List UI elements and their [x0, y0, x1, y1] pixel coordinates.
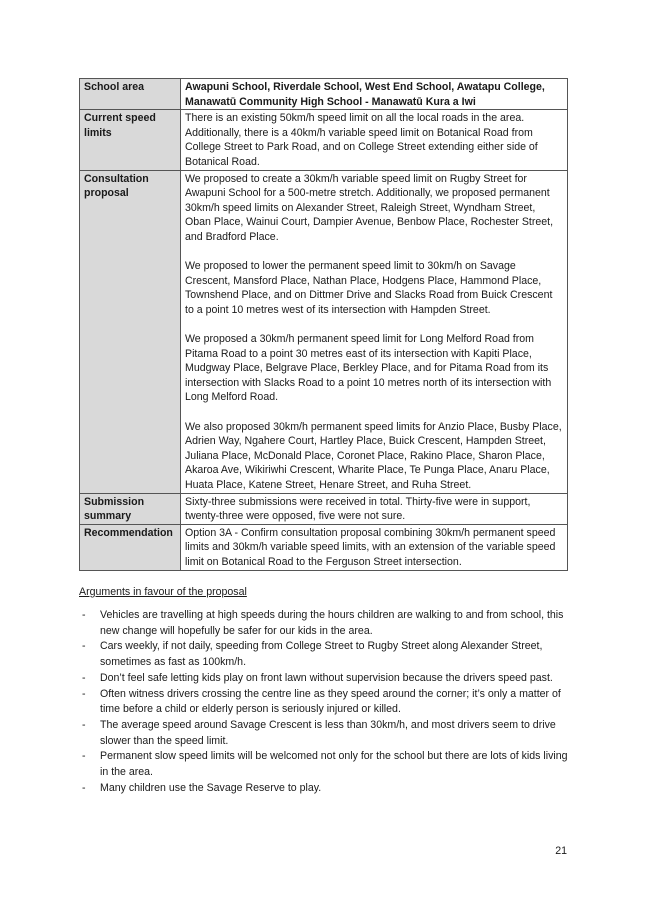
row-label: Current speed limits: [80, 110, 181, 170]
list-item: [79, 718, 571, 749]
list-item: [79, 781, 571, 797]
list-item-text: The average speed around Savage Crescent is less than 30km/h, and most drivers seem to drive slower than the speed limit.: [100, 718, 556, 747]
row-value: [181, 170, 568, 493]
bullet-dash: -: [82, 781, 86, 794]
list-item-text: Cars weekly, if not daily, speeding from College Street to Rugby Street along Alexander Street, sometimes as fast as 100km/h.: [100, 640, 543, 669]
list-item: [79, 687, 571, 718]
paragraph: Sixty-three submissions were received in total. Thirty-five were in support, twenty-three were opposed, five were not sure.: [185, 495, 531, 523]
bullet-dash: -: [82, 671, 86, 684]
bullet-dash: -: [82, 687, 86, 700]
list-item-text: Permanent slow speed limits will be welcomed not only for the school but there are lots of kids living in the area.: [100, 750, 568, 779]
row-label: School area: [80, 79, 181, 110]
list-item-text: Many children use the Savage Reserve to play.: [100, 781, 322, 794]
list-item-text: Often witness drivers crossing the centre line as they speed around the corner; it’s only a matter of time before a child or elderly person is seriously injured or killed.: [100, 687, 561, 716]
paragraph: There is an existing 50km/h speed limit on all the local roads in the area. Additionally, there is a 40km/h variable speed limit on Botanical Road from College Street to Park Road, and on College Street extending either side of Botanical Road.: [185, 112, 538, 168]
table-row: [80, 524, 568, 570]
list-item: [79, 608, 571, 639]
arguments-heading: Arguments in favour of the proposal: [79, 586, 247, 598]
row-label: Recommendation: [80, 524, 181, 570]
paragraph: We proposed to lower the permanent speed limit to 30km/h on Savage Crescent, Mansford Place, Nathan Place, Hodgens Place, Hammond Place, Townshend Place, and on Dittmer Drive and Slacks Road from Buick Crescent to a point 10 metres west of its intersection with Hampden Street.: [185, 260, 553, 316]
list-item: [79, 639, 571, 670]
arguments-list: [79, 608, 571, 796]
bullet-dash: -: [82, 750, 86, 763]
page-number: 21: [555, 845, 567, 857]
row-label: Consultation proposal: [80, 170, 181, 493]
row-value: [181, 110, 568, 170]
list-item-text: Vehicles are travelling at high speeds during the hours children are walking to and from school, this new change will hopefully be safer for our kids in the area.: [100, 609, 564, 637]
table-row: [80, 170, 568, 493]
paragraph: Awapuni School, Riverdale School, West End School, Awatapu College, Manawatū Community High School - Manawatū Kura a Iwi: [185, 81, 545, 108]
bullet-dash: -: [82, 609, 86, 621]
list-item: [79, 749, 571, 780]
row-value: [181, 524, 568, 570]
row-label: Submission summary: [80, 493, 181, 524]
paragraph: We proposed to create a 30km/h variable speed limit on Rugby Street for Awapuni School for a 500-metre stretch. Additionally, we proposed permanent 30km/h speed limits on Alexander Street, Raleigh Street, Wyndham Street, Oban Place, Wainui Court, Dampier Avenue, Benbow Place, Rochester Street, and Bradford Place.: [185, 172, 554, 243]
row-value: [181, 79, 568, 110]
table-row: [80, 79, 568, 110]
paragraph: We proposed a 30km/h permanent speed limit for Long Melford Road from Pitama Road to a point 30 metres east of its intersection with Kapiti Place, Mudgway Place, Belgrave Place, Berkley Place, and for Pitama Road from its intersection with Slacks Road to a point 10 metres north of its intersection with Long Melford Road.: [185, 333, 552, 404]
list-item-text: Don’t feel safe letting kids play on front lawn without supervision because the drivers speed past.: [100, 671, 553, 684]
paragraph: Option 3A - Confirm consultation proposal combining 30km/h permanent speed limits and 30km/h variable speed limits, with an extension of the variable speed limit on Botanical Road to the Ferguson Street intersection.: [185, 526, 556, 568]
list-item: [79, 671, 571, 687]
table-row: [80, 493, 568, 524]
bullet-dash: -: [82, 718, 86, 731]
school-area-table: [79, 78, 568, 571]
bullet-dash: -: [82, 640, 86, 653]
table-row: [80, 110, 568, 170]
row-value: [181, 493, 568, 524]
paragraph: We also proposed 30km/h permanent speed limits for Anzio Place, Busby Place, Adrien Way, Ngahere Court, Hartley Place, Buick Crescent, Hampden Street, Juliana Place, McDonald Place, Coronet Place, Rakino Place, Sharon Place, Akaroa Ave, Wikiriwhi Crescent, Wharite Place, Te Punga Place, Anaru Place, Huata Place, Katene Street, Henare Street, and Ruha Street.: [185, 420, 562, 492]
